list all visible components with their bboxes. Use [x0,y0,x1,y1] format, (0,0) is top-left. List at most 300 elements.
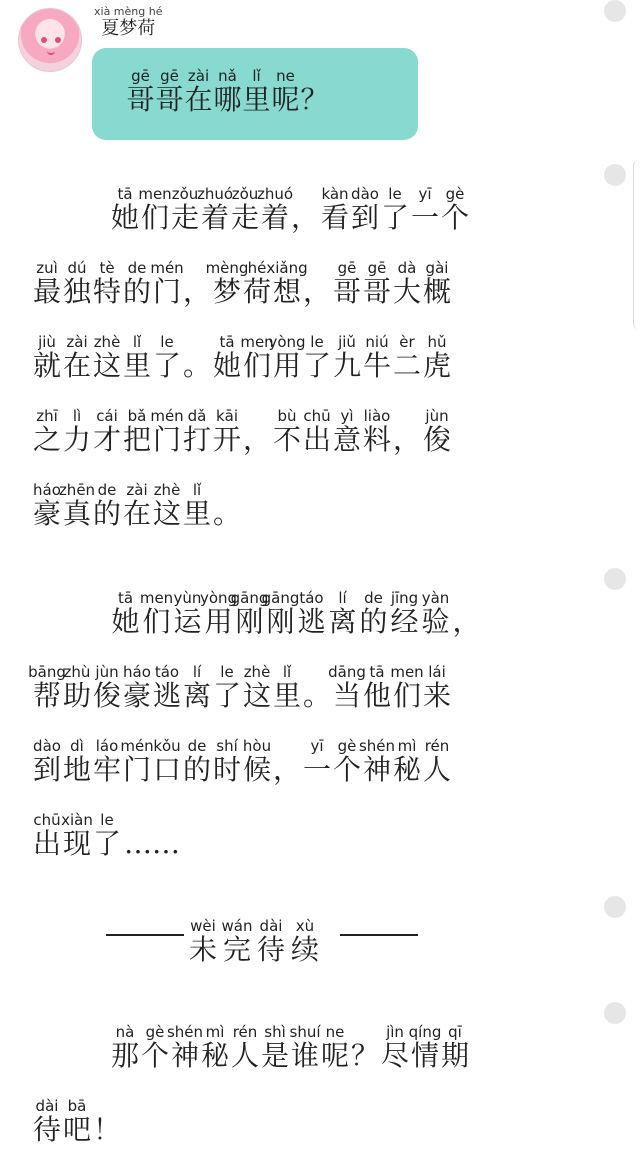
hanzi-with-pinyin [32,738,62,786]
hanzi: 里 [272,679,301,712]
pinyin: niú [365,333,389,351]
pinyin: zhè [153,481,181,499]
hanzi: 。 [212,497,241,530]
hanzi: 了 [212,679,241,712]
hanzi-with-pinyin [58,481,96,530]
punctuation [392,408,422,456]
hanzi-with-pinyin [392,664,422,712]
hanzi-with-pinyin [200,1024,230,1072]
hanzi-with-pinyin [328,663,366,712]
hanzi-with-pinyin [362,408,392,456]
punctuation [300,68,329,116]
hanzi: 最 [32,275,61,308]
pinyin: jùn [425,407,449,425]
story-line-6 [110,590,482,638]
pinyin: zhù [63,663,91,681]
punctuation [92,1098,122,1146]
hanzi-with-pinyin [140,1024,170,1072]
hanzi: 九 [332,349,361,382]
pinyin: gè [337,737,357,755]
punctuation [242,408,272,456]
hanzi-with-pinyin [358,590,389,638]
hanzi: 秘 [200,1039,229,1072]
hanzi-with-pinyin [272,664,302,712]
pinyin: mén [150,407,184,425]
hanzi-with-pinyin [182,408,212,456]
hanzi-with-pinyin [140,186,170,234]
hanzi: 秘 [392,753,421,786]
hanzi-with-pinyin [152,664,182,712]
pinyin: shuí [289,1023,321,1041]
pinyin: men [139,589,174,607]
hanzi: 到 [350,201,379,234]
pinyin: dú [67,259,87,277]
hanzi: 梦 [212,275,241,308]
hanzi: 的 [92,497,121,530]
hanzi-with-pinyin [141,590,172,638]
pinyin: èr [399,333,415,351]
hanzi-with-pinyin [184,68,213,116]
pinyin: zhuó [196,185,234,203]
pinyin: kàn [321,185,349,203]
avatar-eye-left [41,37,47,43]
hanzi-with-pinyin [32,812,62,860]
hanzi-with-pinyin [332,738,362,786]
scrollbar[interactable] [633,160,640,330]
pinyin: qíng [408,1023,442,1041]
hanzi: 运 [173,605,202,638]
hanzi: 神 [170,1039,199,1072]
hanzi: 豪 [32,497,61,530]
pinyin: bù [277,407,297,425]
hanzi-with-pinyin [332,260,362,308]
pinyin: zhēn [58,481,96,499]
hanzi: 们 [242,349,271,382]
hanzi: 呢 [271,83,300,116]
hanzi-with-pinyin [126,68,155,116]
pinyin: shì [264,1023,286,1041]
pinyin: rén [232,1023,258,1041]
avatar[interactable] [18,8,82,72]
hanzi: 吧 [62,1113,91,1146]
hanzi-with-pinyin [332,334,362,382]
hanzi: …… [124,827,180,860]
pinyin: xiàn [61,811,93,829]
hanzi: 的 [122,275,151,308]
hanzi-with-pinyin [254,918,288,966]
hanzi-with-pinyin [172,590,203,638]
hanzi: 完 [222,933,251,966]
story-line-9 [32,812,182,860]
hanzi: 他 [362,679,391,712]
pinyin: tā [117,185,133,203]
hanzi-with-pinyin [28,663,66,712]
hanzi-with-pinyin [302,408,332,456]
hanzi-with-pinyin [320,1024,350,1072]
hanzi: 把 [122,423,151,456]
hanzi-with-pinyin [122,482,152,530]
pinyin: yàn [421,589,450,607]
hanzi-with-pinyin [422,408,452,456]
hanzi-with-pinyin [196,185,234,234]
pinyin: láo [95,737,119,755]
hanzi: 逃 [152,679,181,712]
story-line-1 [110,186,470,234]
hanzi-with-pinyin [440,1024,470,1072]
hanzi: 那 [110,1039,139,1072]
pinyin: le [310,333,324,351]
hanzi: 期 [440,1039,469,1072]
pinyin: jiǔ [338,333,356,351]
hanzi-with-pinyin [92,482,122,530]
hanzi-with-pinyin [230,1024,260,1072]
hanzi: 现 [62,827,91,860]
hanzi: 们 [142,605,171,638]
hanzi-with-pinyin [122,738,152,786]
speaker-name-text: 夏梦荷 [101,18,156,39]
hanzi: 人 [230,1039,259,1072]
pinyin: ne [276,67,295,85]
pinyin: hòu [242,737,272,755]
hanzi: 豪 [122,679,151,712]
pinyin: xù [295,917,315,935]
pinyin: gē [131,67,150,85]
pinyin: shén [166,1023,204,1041]
hanzi: 门 [122,753,151,786]
pinyin: yī [418,185,432,203]
hanzi-with-pinyin [152,738,182,786]
hanzi: 哪 [213,83,242,116]
pinyin: gè [145,1023,165,1041]
hanzi: 出 [32,827,61,860]
pinyin: jìn [386,1023,404,1041]
hanzi: 门 [152,423,181,456]
hanzi: ， [290,201,319,234]
hanzi: 概 [422,275,451,308]
pinyin: rén [424,737,450,755]
hanzi-with-pinyin [389,590,420,638]
hanzi: 的 [182,753,211,786]
hanzi: 情 [410,1039,439,1072]
pinyin: yī [310,737,324,755]
hanzi: 俊 [92,679,121,712]
pinyin: le [100,811,114,829]
hanzi-with-pinyin [380,186,410,234]
hanzi: 二 [392,349,421,382]
speaker-name [94,6,162,40]
hanzi-with-pinyin [110,590,141,638]
hanzi: 特 [92,275,121,308]
pinyin: lái [428,663,446,681]
hanzi: 哥 [362,275,391,308]
hanzi: 候 [242,753,271,786]
hanzi: 大 [392,275,421,308]
hanzi: ， [452,605,481,638]
hanzi: 料 [362,423,391,456]
hanzi: 荷 [242,275,271,308]
hanzi: 来 [422,679,451,712]
hanzi-with-pinyin [122,408,152,456]
avatar-eye-right [55,37,61,43]
pinyin: de [187,737,207,755]
hanzi-with-pinyin [320,186,350,234]
pinyin: zài [66,333,88,351]
pinyin: mén [120,737,154,755]
pinyin: lí [192,663,202,681]
pinyin: mèng [205,259,249,277]
hanzi: 了 [92,827,121,860]
hanzi-with-pinyin [212,408,242,456]
pinyin: hé [247,259,267,277]
hanzi: 离 [182,679,211,712]
hanzi: 之 [32,423,61,456]
hanzi: 牢 [92,753,121,786]
hanzi-with-pinyin [242,664,272,712]
hanzi: 。 [182,349,211,382]
pinyin: tā [219,333,235,351]
hanzi: 她 [110,201,139,234]
hanzi: 续 [290,933,319,966]
hanzi-with-pinyin [186,918,220,966]
hanzi-with-pinyin [440,186,470,234]
hanzi-with-pinyin [212,664,242,712]
hanzi-with-pinyin [220,918,254,966]
hanzi-with-pinyin [152,260,182,308]
punctuation [122,812,182,860]
pinyin: gài [425,259,449,277]
hanzi: 刚 [235,605,264,638]
pinyin: lǐ [282,663,292,681]
hanzi-with-pinyin [92,664,122,712]
pinyin: dài [259,917,283,935]
pinyin: kǒu [153,737,181,755]
pinyin: zài [126,481,148,499]
pinyin: de [364,589,383,607]
punctuation [350,1024,380,1072]
pinyin: lí [338,589,347,607]
hanzi-with-pinyin [62,408,92,456]
hanzi: 个 [440,201,469,234]
tbc-dash-left [106,934,184,936]
hanzi-with-pinyin [242,738,272,786]
hanzi-with-pinyin [62,738,92,786]
hanzi: 是 [260,1039,289,1072]
hanzi: 门 [152,275,181,308]
story-line-2 [32,260,452,308]
hanzi-with-pinyin [32,408,62,456]
hanzi: ！ [92,1113,121,1146]
pinyin: gāng [230,589,269,607]
hanzi: 开 [212,423,241,456]
hanzi-with-pinyin [92,738,122,786]
hanzi-with-pinyin [288,918,322,966]
hanzi: ， [272,753,301,786]
hanzi-with-pinyin [422,334,452,382]
hanzi-with-pinyin [410,186,440,234]
hanzi-with-pinyin [350,186,380,234]
hanzi: 着 [260,201,289,234]
hanzi: 哥 [126,83,155,116]
bubble-text [126,68,329,116]
hanzi-with-pinyin [392,738,422,786]
pinyin: táo [299,589,324,607]
hanzi-with-pinyin [182,482,212,530]
pinyin: shén [358,737,396,755]
pinyin: dāng [328,663,366,681]
hanzi: 这 [92,349,121,382]
hanzi: 哥 [332,275,361,308]
pinyin: dà [397,259,417,277]
pinyin: de [97,481,117,499]
hanzi-with-pinyin [92,260,122,308]
pinyin: yùn [173,589,202,607]
pinyin: háo [33,481,61,499]
pinyin: xiǎng [266,259,308,277]
hanzi-with-pinyin [256,185,294,234]
hanzi-with-pinyin [266,259,308,308]
punctuation [182,334,212,382]
hanzi: 们 [140,201,169,234]
hanzi: 虎 [422,349,451,382]
hanzi: 在 [184,83,213,116]
pinyin: zuì [36,259,58,277]
hanzi-with-pinyin [327,590,358,638]
hanzi: 她 [212,349,241,382]
hanzi-with-pinyin [182,664,212,712]
hanzi-with-pinyin [92,408,122,456]
hanzi: ， [242,423,271,456]
hanzi: 走 [230,201,259,234]
pinyin: mì [205,1023,225,1041]
hanzi: 意 [332,423,361,456]
pinyin: shí [216,737,238,755]
hanzi: ？ [300,83,329,116]
hanzi: 帮 [32,679,61,712]
hanzi-with-pinyin [362,334,392,382]
hanzi: 在 [62,349,91,382]
hanzi: 个 [332,753,361,786]
hanzi-with-pinyin [32,334,62,382]
pinyin: le [388,185,402,203]
hanzi-with-pinyin [302,334,332,382]
hanzi: 着 [200,201,229,234]
hanzi: 了 [302,349,331,382]
hanzi-with-pinyin [302,738,332,786]
hanzi-with-pinyin [62,1098,92,1146]
hanzi: 独 [62,275,91,308]
hanzi: 人 [422,753,451,786]
pinyin: dài [35,1097,59,1115]
hanzi-with-pinyin [296,590,327,638]
pinyin: le [160,333,174,351]
pinyin: gē [337,259,357,277]
hanzi-with-pinyin [155,68,184,116]
hanzi-with-pinyin [62,664,92,712]
hanzi: 想 [272,275,301,308]
punctuation [290,186,320,234]
hanzi: 。 [302,679,331,712]
pinyin: chū [303,407,331,425]
hanzi: 俊 [422,423,451,456]
pinyin: tè [99,259,115,277]
pinyin: dào [351,185,379,203]
hanzi-with-pinyin [380,1024,410,1072]
hanzi-with-pinyin [110,186,140,234]
side-dot[interactable] [604,568,626,590]
hanzi: 时 [212,753,241,786]
tbc-dash-right [340,934,418,936]
hanzi-with-pinyin [422,738,452,786]
side-dot[interactable] [604,896,626,918]
hanzi: 谁 [290,1039,319,1072]
pinyin: zǒu [231,185,259,203]
pinyin: men [390,663,424,681]
hanzi-with-pinyin [268,333,306,382]
pinyin: mì [397,737,417,755]
hanzi: 个 [140,1039,169,1072]
pinyin: wán [221,917,253,935]
pinyin: bā [67,1097,87,1115]
hanzi: 地 [62,753,91,786]
pinyin: lǐ [192,481,202,499]
pinyin: zài [187,67,210,85]
hanzi: 用 [272,349,301,382]
hanzi: 她 [111,605,140,638]
hanzi-with-pinyin [170,186,200,234]
story-line-4 [32,408,452,456]
pinyin: gāng [261,589,300,607]
hanzi-with-pinyin [32,260,62,308]
hanzi-with-pinyin [152,482,182,530]
story-line-10 [110,1024,470,1072]
side-dot[interactable] [604,1002,626,1024]
pinyin: le [220,663,234,681]
speaker-pinyin: xià mèng hé [94,5,163,18]
hanzi-with-pinyin [358,737,396,786]
pinyin: dào [33,737,61,755]
hanzi: 待 [32,1113,61,1146]
punctuation [451,590,482,638]
hanzi: 尽 [380,1039,409,1072]
hanzi-with-pinyin [290,1024,320,1072]
hanzi: 们 [392,679,421,712]
hanzi: ， [392,423,421,456]
pinyin: yòng [268,333,306,351]
pinyin: kāi [215,407,239,425]
pinyin: gē [160,67,179,85]
pinyin: bǎ [127,407,147,425]
hanzi-with-pinyin [362,664,392,712]
pinyin: wèi [190,917,216,935]
hanzi: 不 [272,423,301,456]
hanzi-with-pinyin [122,260,152,308]
story-line-3 [32,334,452,382]
hanzi-with-pinyin [261,589,300,638]
side-dot[interactable] [604,164,626,186]
pinyin: háo [123,663,151,681]
hanzi-with-pinyin [230,589,269,638]
hanzi-with-pinyin [62,812,92,860]
story-line-5 [32,482,242,530]
pinyin: yòng [199,589,238,607]
hanzi: ， [302,275,331,308]
pinyin: men [240,333,274,351]
side-dot[interactable] [604,0,626,22]
hanzi-with-pinyin [182,738,212,786]
pinyin: yì [340,407,354,425]
punctuation [212,482,242,530]
hanzi: 未 [188,933,217,966]
